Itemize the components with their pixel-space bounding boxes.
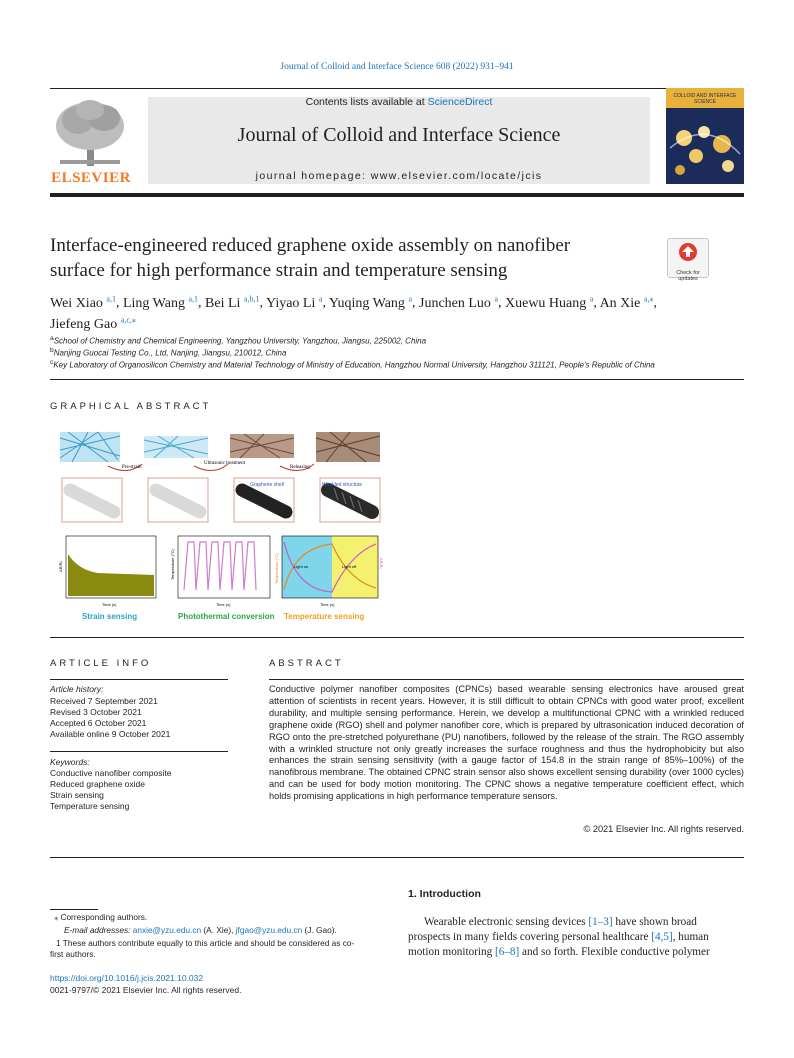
author[interactable]: Yiyao Li $^a$ — [265, 294, 323, 311]
chart2-ylabel: Temperature (°C) — [170, 549, 175, 580]
chart2-xlabel: Time (s) — [216, 602, 231, 607]
affiliation: $^a$School of Chemistry and Chemical Engineering, Yangzhou University, Yangzhou, Jiangsu, 225002, China — [50, 335, 427, 346]
keyword: Reduced graphene oxide — [50, 779, 145, 789]
publisher-name: ELSEVIER — [51, 170, 131, 186]
intro-line: prospects in many fields covering personal healthcare [4,5], human — [408, 931, 709, 943]
caption-photothermal: Photothermal conversion — [178, 612, 275, 621]
check-for-updates-button[interactable] — [667, 238, 709, 282]
journal-title: Journal of Colloid and Interface Science — [237, 124, 561, 146]
affiliation: $^c$Key Laboratory of Organosilicon Chemistry and Material Technology of Ministry of Education, Hangzhou Normal University, Hangzhou 311121, People's Republic of China — [50, 359, 655, 370]
history-item: Accepted 6 October 2021 — [50, 718, 147, 728]
citation-link[interactable]: [4,5] — [651, 931, 673, 943]
label-releasing: Releasing — [290, 465, 310, 470]
title-line-2: surface for high performance strain and temperature sensing — [50, 260, 508, 281]
header-top-rule — [50, 88, 744, 89]
fiber-mat-1 — [60, 432, 120, 462]
keyword: Temperature sensing — [50, 801, 130, 811]
header-bottom-rule — [50, 193, 744, 197]
caption-temperature: Temperature sensing — [284, 612, 365, 621]
contents-line — [148, 96, 650, 108]
journal-reference[interactable]: Journal of Colloid and Interface Science 608 (2022) 931–941 — [280, 62, 514, 72]
check-updates-icon — [668, 239, 708, 265]
email-line: E-mail addresses: anxie@yzu.edu.cn (A. Xie), jfgao@yzu.edu.cn (J. Gao). — [64, 925, 337, 935]
sciencedirect-link[interactable]: ScienceDirect — [427, 96, 493, 108]
divider — [269, 679, 744, 680]
keyword: Conductive nanofiber composite — [50, 768, 172, 778]
article-title — [50, 233, 650, 283]
equal-contribution-note: 1 These authors contribute equally to this article and should be considered as co- — [56, 938, 355, 948]
email-link[interactable]: jfgao@yzu.edu.cn — [235, 925, 303, 935]
abstract-heading: ABSTRACT — [269, 658, 344, 669]
author[interactable]: Bei Li $^{a,b,1}$ — [205, 294, 260, 311]
article-info-heading: ARTICLE INFO — [50, 658, 152, 669]
divider — [50, 379, 744, 380]
author[interactable]: Junchen Luo $^a$ — [419, 294, 498, 311]
check-updates-label: Check for updates — [676, 270, 700, 282]
history-item: Revised 3 October 2021 — [50, 707, 142, 717]
divider — [50, 637, 744, 638]
introduction-heading: 1. Introduction — [408, 888, 481, 900]
citation-link[interactable]: [6–8] — [495, 946, 520, 958]
caption-strain: Strain sensing — [82, 612, 138, 621]
contents-prefix: Contents lists available at — [305, 96, 428, 108]
affiliation: $^b$Nanjing Guocai Testing Co., Ltd, Nanjing, Jiangsu, 210012, China — [50, 347, 287, 358]
author[interactable]: Jiefeng Gao $^{a,c,⁎}$ — [50, 315, 136, 333]
graphical-abstract-heading: GRAPHICAL ABSTRACT — [50, 401, 212, 412]
fiber-mat-4 — [316, 432, 380, 462]
chart3-ylabel: Temperature (°C) — [274, 553, 279, 584]
divider — [50, 857, 744, 858]
intro-line: motion monitoring [6–8] and so forth. Flexible conductive polymer — [408, 946, 710, 958]
chart1-xlabel: Time (s) — [102, 602, 117, 607]
history-label: Article history: — [50, 684, 104, 694]
chart3-ylabel-right: ΔR/R₀ — [379, 558, 384, 570]
abstract-copyright: © 2021 Elsevier Inc. All rights reserved. — [583, 824, 744, 834]
author[interactable]: Xuewu Huang $^a$ — [505, 294, 594, 311]
abstract-body: Conductive polymer nanofiber composites (CPNCs) based wearable sensing electronics have aroused great attention of scientists in recent years. However, it is still difficult to obtain CPNCs with good water proof, excellent durability, and multiple sensing performance. Herein, we develop a multifunctional CPNC with a wrinkled reduced graphene oxide (RGO) shell and polymer nanofiber core, which is prepared by ultrasonication induced decoration of RGO onto the pre-stretched polyurethane (PU) nanofibers, followed by the release of the strain. The RGO assembly with a wrinkled structure not only greatly increases the surface roughness and thus the hydrophobicity but also enhances the strain sensing sensitivity (with a gauge factor of 154.8 in the strain range of 85%–100%) of the nanofibrous membrane. The obtained CPNC strain sensor also shows excellent sensing durability (over 1000 cycles) and can be used for body motion monitoring. The CPNC shows a negative temperature coefficient effect, which holds promising applications in high performance temperature sensors. — [269, 684, 744, 802]
graphical-abstract-figure — [58, 430, 384, 622]
fiber-mat-3 — [230, 434, 294, 458]
fiber-mat-2 — [144, 436, 208, 458]
intro-line: Wearable electronic sensing devices [1–3] have shown broad — [424, 916, 697, 928]
history-item: Available online 9 October 2021 — [50, 729, 171, 739]
journal-homepage[interactable]: journal homepage: www.elsevier.com/locate/jcis — [255, 170, 543, 182]
email-link[interactable]: anxie@yzu.edu.cn — [132, 925, 202, 935]
author[interactable]: Wei Xiao $^{a,1}$ — [50, 294, 116, 311]
chart3-xlabel: Time (s) — [320, 602, 335, 607]
corresponding-note: ⁎ Corresponding authors. — [54, 912, 148, 922]
keywords-label: Keywords: — [50, 757, 90, 767]
keyword: Strain sensing — [50, 790, 104, 800]
chart3-light-off: Light off — [342, 564, 357, 569]
label-wrinkled: Wrinkled structure — [322, 482, 363, 488]
label-ultrasonic: Ultrasonic treatment — [204, 461, 245, 466]
history-item: Received 7 September 2021 — [50, 696, 158, 706]
divider — [50, 751, 228, 752]
chart1-ylabel: ΔR/R₀ — [58, 560, 63, 572]
chart3-light-on: Light on — [294, 564, 309, 569]
citation-link[interactable]: [1–3] — [588, 916, 613, 928]
title-line-1: Interface-engineered reduced graphene oxide assembly on nanofiber — [50, 235, 571, 256]
doi-link[interactable]: https://doi.org/10.1016/j.jcis.2021.10.032 — [50, 973, 204, 983]
label-graphene-shell: Graphene shell — [250, 482, 284, 488]
divider — [50, 679, 228, 680]
author[interactable]: Yuqing Wang $^a$ — [328, 294, 412, 311]
issn-line: 0021-9797/© 2021 Elsevier Inc. All rights reserved. — [50, 985, 242, 995]
equal-contribution-note-cont: first authors. — [50, 949, 96, 959]
introduction-body — [408, 915, 744, 960]
label-prestrain: Pre-strain — [122, 465, 142, 470]
cover-title: COLLOID AND INTERFACE SCIENCE — [673, 93, 737, 105]
author-list: Wei Xiao $^{a,1}$, Ling Wang $^{a,1}$, Bei Li $^{a,b,1}$, Yiyao Li $^a$, Yuqing Wang $^a$, Junchen Luo $^a$, Xuewu Huang $^a$, An Xie $^{a,⁎}$, Jiefeng Gao $^{a,c,⁎}$ — [50, 294, 657, 333]
author[interactable]: An Xie $^{a,⁎}$ — [599, 294, 654, 311]
footnote-rule — [50, 909, 98, 910]
author[interactable]: Ling Wang $^{a,1}$ — [122, 294, 199, 311]
